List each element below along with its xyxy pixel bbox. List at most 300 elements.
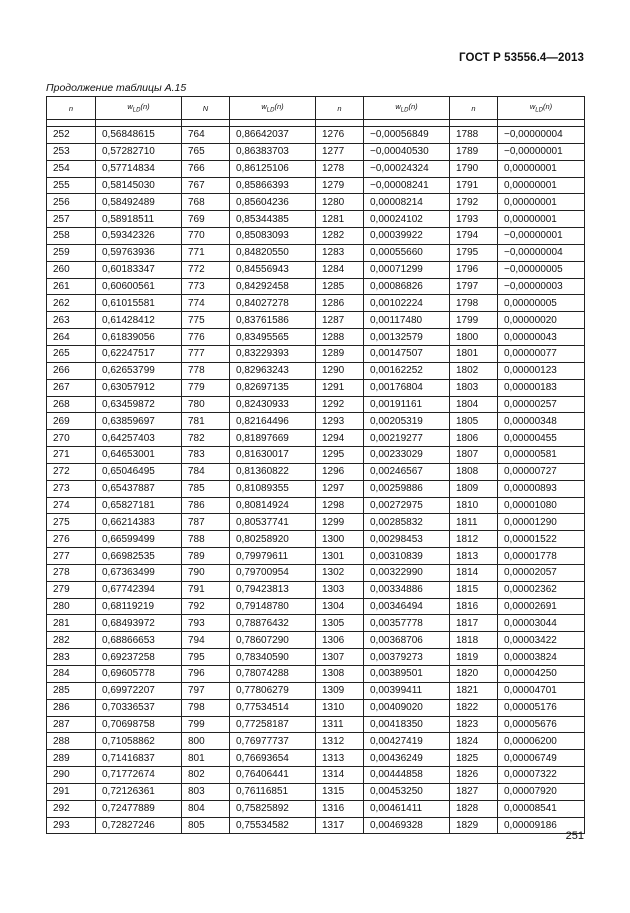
coefficient-cell: 0,80537741: [230, 514, 316, 531]
index-cell: 776: [182, 329, 230, 346]
index-cell: 261: [47, 278, 96, 295]
index-cell: 1797: [450, 278, 498, 295]
coefficient-cell: 0,60600561: [96, 278, 182, 295]
table-row: [47, 463, 585, 480]
coefficient-cell: 0,79979611: [230, 548, 316, 565]
coefficient-cell: 0,00006200: [498, 733, 585, 750]
coefficient-cell: 0,64653001: [96, 447, 182, 464]
index-cell: 782: [182, 430, 230, 447]
coefficient-cell: 0,00004250: [498, 666, 585, 683]
coefficient-cell: 0,78876432: [230, 615, 316, 632]
coefficient-cell: 0,00000455: [498, 430, 585, 447]
index-cell: 1810: [450, 497, 498, 514]
index-cell: 285: [47, 682, 96, 699]
table-header-row: [47, 97, 585, 120]
index-cell: 1304: [316, 598, 364, 615]
coefficient-cell: 0,83229393: [230, 345, 316, 362]
coefficient-cell: 0,64257403: [96, 430, 182, 447]
coefficient-cell: 0,65046495: [96, 463, 182, 480]
coefficient-cell: 0,68119219: [96, 598, 182, 615]
index-cell: 1280: [316, 194, 364, 211]
table-row: [47, 447, 585, 464]
table-row: [47, 800, 585, 817]
table-row: [47, 750, 585, 767]
table-row: [47, 564, 585, 581]
index-cell: 802: [182, 767, 230, 784]
column-header-symbol: w: [395, 102, 401, 112]
coefficient-cell: 0,00000183: [498, 379, 585, 396]
index-cell: 1286: [316, 295, 364, 312]
coefficient-cell: 0,76116851: [230, 783, 316, 800]
index-cell: 252: [47, 127, 96, 144]
index-cell: 1812: [450, 531, 498, 548]
coefficient-cell: 0,58492489: [96, 194, 182, 211]
index-cell: 275: [47, 514, 96, 531]
table-row: [47, 413, 585, 430]
coefficient-cell: 0,00453250: [364, 783, 450, 800]
coefficient-cell: 0,59342326: [96, 228, 182, 245]
index-cell: 1298: [316, 497, 364, 514]
coefficient-cell: −0,00000004: [498, 127, 585, 144]
index-cell: 1790: [450, 160, 498, 177]
column-header: [47, 97, 96, 120]
coefficient-cell: −0,00000001: [498, 228, 585, 245]
coefficient-cell: 0,00461411: [364, 800, 450, 817]
index-cell: 1308: [316, 666, 364, 683]
index-cell: 276: [47, 531, 96, 548]
coefficient-cell: 0,00002362: [498, 581, 585, 598]
index-cell: 1802: [450, 362, 498, 379]
index-cell: 787: [182, 514, 230, 531]
coefficient-cell: 0,70698758: [96, 716, 182, 733]
table-row: [47, 514, 585, 531]
coefficient-cell: 0,70336537: [96, 699, 182, 716]
coefficient-cell: 0,75534582: [230, 817, 316, 834]
table-row: [47, 531, 585, 548]
coefficient-cell: 0,79148780: [230, 598, 316, 615]
index-cell: 1296: [316, 463, 364, 480]
index-cell: 1310: [316, 699, 364, 716]
coefficient-cell: 0,00007322: [498, 767, 585, 784]
index-cell: 797: [182, 682, 230, 699]
index-cell: 773: [182, 278, 230, 295]
index-cell: 1814: [450, 564, 498, 581]
index-cell: 264: [47, 329, 96, 346]
index-cell: 785: [182, 480, 230, 497]
coefficient-cell: 0,00334886: [364, 581, 450, 598]
column-header-subscript: LD: [132, 107, 141, 114]
coefficient-cell: 0,00000020: [498, 312, 585, 329]
index-cell: 777: [182, 345, 230, 362]
coefficient-cell: 0,65437887: [96, 480, 182, 497]
index-cell: 1809: [450, 480, 498, 497]
index-cell: 1794: [450, 228, 498, 245]
index-cell: 290: [47, 767, 96, 784]
table-row: [47, 733, 585, 750]
table-row: [47, 666, 585, 683]
coefficient-cell: 0,60183347: [96, 261, 182, 278]
index-cell: 1315: [316, 783, 364, 800]
coefficient-cell: 0,00147507: [364, 345, 450, 362]
index-cell: 783: [182, 447, 230, 464]
index-cell: 280: [47, 598, 96, 615]
coefficient-cell: −0,00000001: [498, 143, 585, 160]
column-header-subscript: LD: [400, 107, 409, 114]
index-cell: 1278: [316, 160, 364, 177]
index-cell: 1317: [316, 817, 364, 834]
coefficient-cell: 0,72126361: [96, 783, 182, 800]
index-cell: 260: [47, 261, 96, 278]
coefficient-cell: 0,00004701: [498, 682, 585, 699]
coefficient-cell: 0,71416837: [96, 750, 182, 767]
coefficient-cell: 0,80258920: [230, 531, 316, 548]
column-header-argument: (n): [140, 102, 150, 112]
index-cell: 1305: [316, 615, 364, 632]
coefficient-cell: 0,00399411: [364, 682, 450, 699]
index-cell: 781: [182, 413, 230, 430]
index-cell: 273: [47, 480, 96, 497]
index-cell: 271: [47, 447, 96, 464]
index-cell: 1827: [450, 783, 498, 800]
column-header-symbol: n: [471, 103, 476, 113]
coefficient-cell: 0,67363499: [96, 564, 182, 581]
index-cell: 1314: [316, 767, 364, 784]
coefficient-cell: 0,77806279: [230, 682, 316, 699]
table-row: [47, 278, 585, 295]
coefficient-cell: 0,00000001: [498, 211, 585, 228]
index-cell: 1799: [450, 312, 498, 329]
index-cell: 1282: [316, 228, 364, 245]
index-cell: 1815: [450, 581, 498, 598]
index-cell: 791: [182, 581, 230, 598]
index-cell: 775: [182, 312, 230, 329]
index-cell: 790: [182, 564, 230, 581]
coefficient-cell: 0,00191161: [364, 396, 450, 413]
index-cell: 1300: [316, 531, 364, 548]
coefficient-cell: 0,58918511: [96, 211, 182, 228]
coefficient-cell: 0,62653799: [96, 362, 182, 379]
index-cell: 1795: [450, 244, 498, 261]
table-row: [47, 127, 585, 144]
coefficient-cell: −0,00008241: [364, 177, 450, 194]
index-cell: 1276: [316, 127, 364, 144]
index-cell: 274: [47, 497, 96, 514]
coefficient-cell: 0,00003044: [498, 615, 585, 632]
index-cell: 1291: [316, 379, 364, 396]
window-coefficients-table: [46, 96, 585, 834]
index-cell: 780: [182, 396, 230, 413]
index-cell: 1792: [450, 194, 498, 211]
index-cell: 270: [47, 430, 96, 447]
column-header-symbol: n: [337, 103, 342, 113]
column-header: [230, 97, 316, 120]
coefficient-cell: 0,00039922: [364, 228, 450, 245]
coefficient-cell: 0,00000893: [498, 480, 585, 497]
index-cell: 1801: [450, 345, 498, 362]
coefficient-cell: 0,77534514: [230, 699, 316, 716]
coefficient-cell: 0,00000727: [498, 463, 585, 480]
coefficient-cell: 0,68866653: [96, 632, 182, 649]
coefficient-cell: 0,84820550: [230, 244, 316, 261]
index-cell: 1283: [316, 244, 364, 261]
coefficient-cell: 0,71058862: [96, 733, 182, 750]
coefficient-cell: 0,00427419: [364, 733, 450, 750]
index-cell: 1306: [316, 632, 364, 649]
table-row: [47, 817, 585, 834]
index-cell: 1299: [316, 514, 364, 531]
table-row: [47, 177, 585, 194]
column-header: [316, 97, 364, 120]
coefficient-cell: 0,00322990: [364, 564, 450, 581]
coefficient-cell: 0,00205319: [364, 413, 450, 430]
index-cell: 1294: [316, 430, 364, 447]
index-cell: 1798: [450, 295, 498, 312]
coefficient-cell: 0,00379273: [364, 649, 450, 666]
table-row: [47, 430, 585, 447]
coefficient-cell: 0,56848615: [96, 127, 182, 144]
coefficient-cell: 0,00009186: [498, 817, 585, 834]
index-cell: 277: [47, 548, 96, 565]
index-cell: 1825: [450, 750, 498, 767]
index-cell: 1807: [450, 447, 498, 464]
coefficient-cell: 0,00008214: [364, 194, 450, 211]
index-cell: 291: [47, 783, 96, 800]
index-cell: 1313: [316, 750, 364, 767]
index-cell: 289: [47, 750, 96, 767]
coefficient-cell: 0,81630017: [230, 447, 316, 464]
column-header-symbol: N: [202, 103, 209, 113]
index-cell: 1829: [450, 817, 498, 834]
column-header-symbol: w: [261, 102, 267, 112]
coefficient-cell: 0,79423813: [230, 581, 316, 598]
coefficient-cell: 0,72827246: [96, 817, 182, 834]
table-row: [47, 767, 585, 784]
index-cell: 1826: [450, 767, 498, 784]
index-cell: 804: [182, 800, 230, 817]
coefficient-cell: 0,76406441: [230, 767, 316, 784]
table-row: [47, 362, 585, 379]
index-cell: 1804: [450, 396, 498, 413]
index-cell: 1302: [316, 564, 364, 581]
coefficient-cell: 0,00176804: [364, 379, 450, 396]
index-cell: 262: [47, 295, 96, 312]
index-cell: 259: [47, 244, 96, 261]
index-cell: 1307: [316, 649, 364, 666]
coefficient-cell: 0,68493972: [96, 615, 182, 632]
index-cell: 266: [47, 362, 96, 379]
coefficient-cell: 0,69605778: [96, 666, 182, 683]
index-cell: 778: [182, 362, 230, 379]
coefficient-cell: 0,85604236: [230, 194, 316, 211]
coefficient-cell: 0,84556943: [230, 261, 316, 278]
index-cell: 803: [182, 783, 230, 800]
index-cell: 1789: [450, 143, 498, 160]
table-row: [47, 295, 585, 312]
index-cell: 1293: [316, 413, 364, 430]
table-row: [47, 345, 585, 362]
coefficient-cell: 0,78340590: [230, 649, 316, 666]
index-cell: 779: [182, 379, 230, 396]
index-cell: 253: [47, 143, 96, 160]
coefficient-cell: 0,00246567: [364, 463, 450, 480]
table-row: [47, 160, 585, 177]
coefficient-cell: 0,00285832: [364, 514, 450, 531]
column-header-symbol: n: [68, 103, 74, 113]
column-header-symbol: w: [529, 102, 536, 112]
coefficient-cell: 0,00024102: [364, 211, 450, 228]
index-cell: 272: [47, 463, 96, 480]
column-header-subscript: LD: [535, 107, 543, 114]
table-caption: Продолжение таблицы А.15: [46, 82, 187, 94]
index-cell: 796: [182, 666, 230, 683]
index-cell: 768: [182, 194, 230, 211]
column-header: [498, 97, 585, 120]
coefficient-cell: 0,63859697: [96, 413, 182, 430]
coefficient-cell: 0,00000001: [498, 194, 585, 211]
coefficient-cell: 0,61428412: [96, 312, 182, 329]
index-cell: 1800: [450, 329, 498, 346]
coefficient-cell: 0,00001778: [498, 548, 585, 565]
coefficient-cell: 0,00000123: [498, 362, 585, 379]
index-cell: 795: [182, 649, 230, 666]
index-cell: 1823: [450, 716, 498, 733]
index-cell: 286: [47, 699, 96, 716]
index-cell: 799: [182, 716, 230, 733]
coefficient-cell: 0,66982535: [96, 548, 182, 565]
column-header-argument: (n): [408, 102, 418, 112]
index-cell: 769: [182, 211, 230, 228]
coefficient-cell: 0,00000001: [498, 160, 585, 177]
index-cell: 1791: [450, 177, 498, 194]
coefficient-cell: 0,00005676: [498, 716, 585, 733]
index-cell: 774: [182, 295, 230, 312]
index-cell: 1287: [316, 312, 364, 329]
index-cell: 1295: [316, 447, 364, 464]
coefficient-cell: −0,00000005: [498, 261, 585, 278]
coefficient-cell: 0,00086826: [364, 278, 450, 295]
coefficient-cell: 0,00132579: [364, 329, 450, 346]
coefficient-cell: −0,00000003: [498, 278, 585, 295]
index-cell: 293: [47, 817, 96, 834]
index-cell: 805: [182, 817, 230, 834]
column-header-argument: (n): [542, 102, 553, 112]
coefficient-cell: 0,75825892: [230, 800, 316, 817]
coefficient-cell: 0,81089355: [230, 480, 316, 497]
coefficient-cell: 0,85866393: [230, 177, 316, 194]
coefficient-cell: 0,69237258: [96, 649, 182, 666]
standard-designation: ГОСТ Р 53556.4—2013: [459, 52, 584, 64]
index-cell: 1821: [450, 682, 498, 699]
index-cell: 766: [182, 160, 230, 177]
index-cell: 1285: [316, 278, 364, 295]
coefficient-cell: 0,00310839: [364, 548, 450, 565]
coefficient-cell: 0,84027278: [230, 295, 316, 312]
coefficient-cell: 0,00000005: [498, 295, 585, 312]
coefficient-cell: 0,00002691: [498, 598, 585, 615]
coefficient-cell: −0,00056849: [364, 127, 450, 144]
table-row: [47, 244, 585, 261]
index-cell: 764: [182, 127, 230, 144]
index-cell: 1820: [450, 666, 498, 683]
index-cell: 1816: [450, 598, 498, 615]
index-cell: 767: [182, 177, 230, 194]
coefficient-cell: −0,00040530: [364, 143, 450, 160]
table-row: [47, 598, 585, 615]
coefficient-cell: 0,00000348: [498, 413, 585, 430]
table-row: [47, 329, 585, 346]
index-cell: 283: [47, 649, 96, 666]
coefficient-cell: 0,85344385: [230, 211, 316, 228]
table-row: [47, 143, 585, 160]
index-cell: 1309: [316, 682, 364, 699]
index-cell: 786: [182, 497, 230, 514]
coefficient-cell: 0,71772674: [96, 767, 182, 784]
coefficient-cell: 0,00055660: [364, 244, 450, 261]
table-row: [47, 312, 585, 329]
coefficient-cell: 0,00005176: [498, 699, 585, 716]
coefficient-cell: 0,78074288: [230, 666, 316, 683]
coefficient-cell: 0,00272975: [364, 497, 450, 514]
table-row: [47, 379, 585, 396]
index-cell: 281: [47, 615, 96, 632]
coefficient-cell: 0,00219277: [364, 430, 450, 447]
column-header: [450, 97, 498, 120]
index-cell: 269: [47, 413, 96, 430]
index-cell: 1288: [316, 329, 364, 346]
index-cell: 1284: [316, 261, 364, 278]
index-cell: 1806: [450, 430, 498, 447]
table-row: [47, 632, 585, 649]
index-cell: 279: [47, 581, 96, 598]
table-row: [47, 783, 585, 800]
table-row: [47, 194, 585, 211]
index-cell: 1822: [450, 699, 498, 716]
table-body: [47, 127, 585, 834]
coefficient-cell: 0,00436249: [364, 750, 450, 767]
coefficient-cell: 0,00000001: [498, 177, 585, 194]
coefficient-cell: 0,86642037: [230, 127, 316, 144]
column-header: [182, 97, 230, 120]
coefficient-cell: 0,00001522: [498, 531, 585, 548]
coefficient-cell: 0,00259886: [364, 480, 450, 497]
index-cell: 282: [47, 632, 96, 649]
coefficient-cell: 0,00008541: [498, 800, 585, 817]
index-cell: 1281: [316, 211, 364, 228]
index-cell: 1279: [316, 177, 364, 194]
index-cell: 1277: [316, 143, 364, 160]
table-row: [47, 480, 585, 497]
coefficient-cell: 0,82963243: [230, 362, 316, 379]
coefficient-cell: 0,72477889: [96, 800, 182, 817]
coefficient-cell: 0,00389501: [364, 666, 450, 683]
coefficient-cell: 0,83761586: [230, 312, 316, 329]
index-cell: 1316: [316, 800, 364, 817]
coefficient-cell: 0,80814924: [230, 497, 316, 514]
coefficient-cell: −0,00000004: [498, 244, 585, 261]
coefficient-cell: 0,00298453: [364, 531, 450, 548]
table-row: [47, 615, 585, 632]
coefficient-cell: 0,00001080: [498, 497, 585, 514]
index-cell: 287: [47, 716, 96, 733]
coefficient-cell: 0,00002057: [498, 564, 585, 581]
coefficient-cell: 0,83495565: [230, 329, 316, 346]
index-cell: 1292: [316, 396, 364, 413]
index-cell: 801: [182, 750, 230, 767]
coefficient-cell: 0,00368706: [364, 632, 450, 649]
table-row: [47, 548, 585, 565]
coefficient-cell: −0,00024324: [364, 160, 450, 177]
coefficient-cell: 0,61015581: [96, 295, 182, 312]
